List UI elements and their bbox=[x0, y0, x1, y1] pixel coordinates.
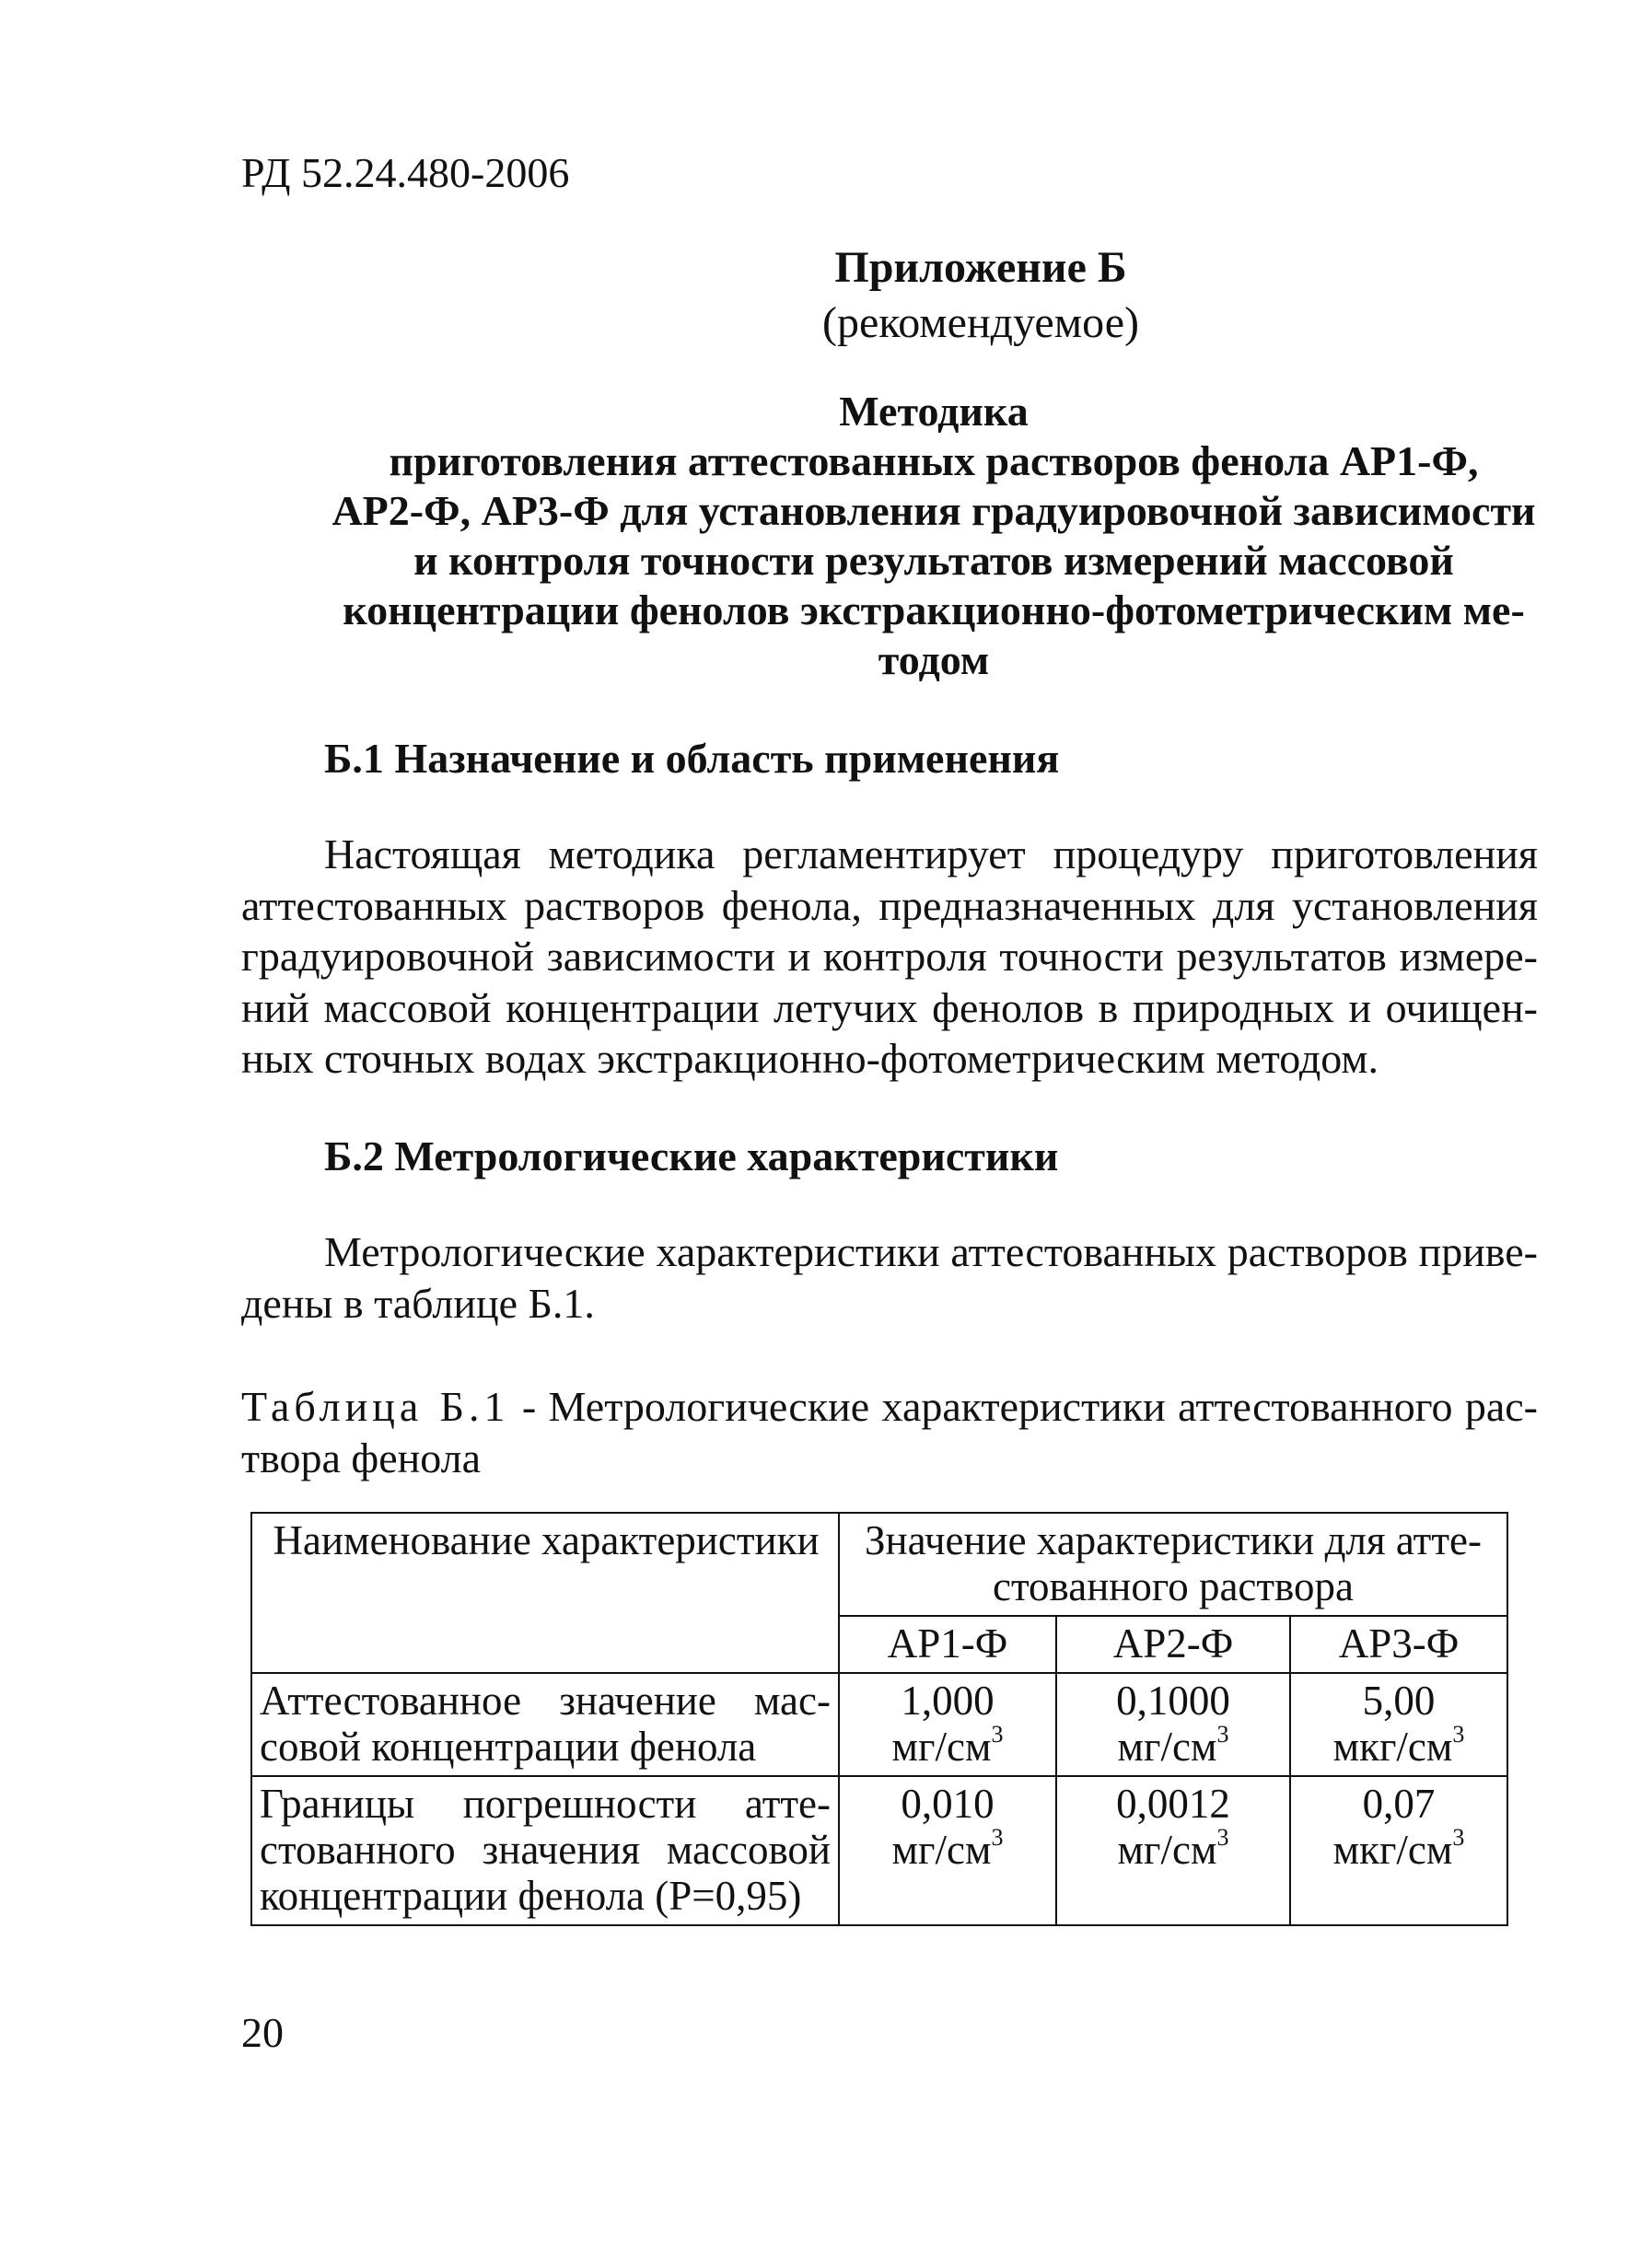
value-unit: мкг/$см^3$ bbox=[1332, 1824, 1465, 1873]
method-title-line: приготовления аттестованных растворов фенола АР1-Ф, bbox=[389, 437, 1479, 484]
table-header-row bbox=[251, 1513, 1507, 1616]
method-title-line: концентрации фенолов экстракционно-фотометрическим ме- bbox=[343, 587, 1525, 633]
method-title-line: тодом bbox=[878, 636, 990, 683]
column-header-solution: АР1-Ф bbox=[839, 1616, 1056, 1673]
metrological-characteristics-table bbox=[250, 1512, 1508, 1926]
table-cell-value bbox=[839, 1776, 1056, 1925]
row-label: Границы погрешности атте- стованного значения массовой концентрации фенола (Р=0,95) bbox=[251, 1776, 839, 1925]
section-heading-b2: Б.2 Метрологические характеристики bbox=[324, 1132, 1059, 1179]
table-cell-value bbox=[1056, 1776, 1290, 1925]
value-number: 0,0012 bbox=[1116, 1781, 1230, 1827]
value-number: 1,000 bbox=[901, 1678, 995, 1724]
section-heading-b1: Б.1 Назначение и область применения bbox=[324, 735, 1060, 782]
column-header-solution: АР2-Ф bbox=[1056, 1616, 1290, 1673]
row-label: Аттестованное значение мас- совой концентрации фенола bbox=[251, 1673, 839, 1776]
column-header-characteristic: Наименование характеристики bbox=[251, 1513, 839, 1673]
method-title-line: Методика bbox=[839, 388, 1029, 435]
table-caption-label: Таблица Б.1 bbox=[241, 1383, 510, 1430]
value-unit: $мг/см^3$ bbox=[1117, 1824, 1229, 1873]
appendix-status-note: (рекомендуемое) bbox=[822, 298, 1139, 347]
table-cell-value bbox=[1290, 1673, 1507, 1776]
value-number: 0,010 bbox=[901, 1781, 995, 1827]
table-cell-value bbox=[1290, 1776, 1507, 1925]
page-number: 20 bbox=[241, 2009, 284, 2056]
section-paragraph-b2: Метрологические характеристики аттестованных растворов приве- дены в таблице Б.1. bbox=[241, 1228, 1538, 1327]
column-header-solution: АР3-Ф bbox=[1290, 1616, 1507, 1673]
method-title bbox=[332, 387, 1536, 685]
value-number: 0,1000 bbox=[1116, 1678, 1230, 1724]
table-cell-value bbox=[839, 1673, 1056, 1776]
document-code: РД 52.24.480-2006 bbox=[241, 149, 570, 196]
method-title-line: и контроля точности результатов измерений массовой bbox=[413, 537, 1454, 584]
table-row bbox=[251, 1776, 1507, 1925]
section-paragraph-b1: Настоящая методика регламентирует процедуру приготовления аттестованных растворов фенола, предназначенных для установления градуировочной зависимости и контроля точности результатов измере- ний массовой концентрации летучих фенолов в природных и очищен- ных сточных водах экстракционно-фотометрическим методом. bbox=[241, 830, 1538, 1082]
value-number: 5,00 bbox=[1362, 1678, 1436, 1724]
value-unit: $мг/см^3$ bbox=[1117, 1721, 1229, 1770]
table-caption-text: - Метрологические характеристики аттестованного рас- твора фенола bbox=[241, 1383, 1538, 1481]
column-header-value-group: Значение характеристики для атте- стованного раствора bbox=[839, 1513, 1507, 1616]
appendix-title: Приложение Б bbox=[834, 243, 1127, 292]
value-unit: мкг/$см^3$ bbox=[1332, 1721, 1465, 1770]
value-number: 0,07 bbox=[1362, 1781, 1436, 1827]
value-unit: $мг/см^3$ bbox=[891, 1721, 1004, 1770]
table-cell-value bbox=[1056, 1673, 1290, 1776]
method-title-line: АР2-Ф, АР3-Ф для установления градуировочной зависимости bbox=[332, 487, 1536, 534]
table-row bbox=[251, 1673, 1507, 1776]
table-caption bbox=[241, 1381, 1538, 1484]
value-unit: $мг/см^3$ bbox=[891, 1824, 1004, 1873]
